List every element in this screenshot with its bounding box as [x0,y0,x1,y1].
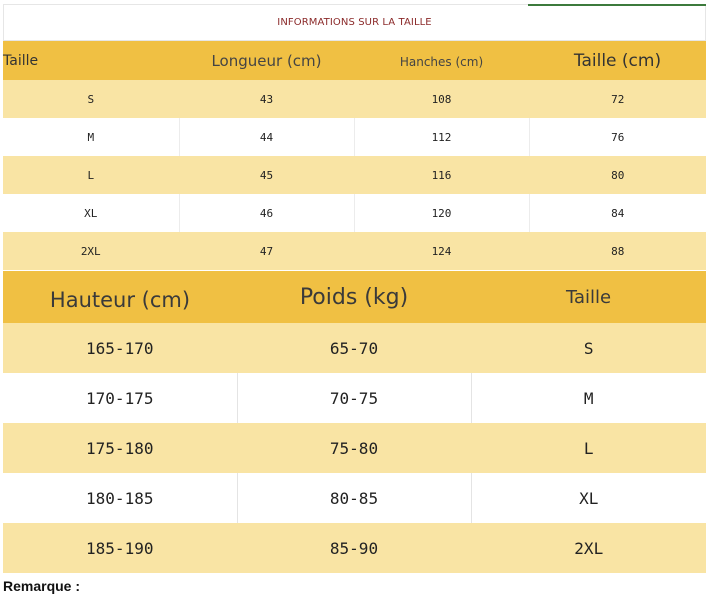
header-hauteur: Hauteur (cm) [49,288,191,312]
table-row [3,373,706,423]
table-row [3,323,706,373]
cell-waist: 84 [529,194,706,232]
cell-height: 185-190 [3,523,237,573]
cell-waist: 76 [529,118,706,156]
cell-length: 43 [179,80,354,118]
table-row [3,423,706,473]
cell-weight: 75-80 [237,423,471,473]
header-hanches: Hanches (cm) [399,55,484,69]
cell-height: 165-170 [3,323,237,373]
remark-label: Remarque : [3,578,81,594]
top-accent-line [528,4,706,6]
cell-length: 44 [179,118,354,156]
cell-size: 2XL [3,232,179,270]
size-info-title-bar [3,4,706,41]
body-measurement-table [3,271,706,573]
table-row [3,473,706,523]
cell-size: M [3,118,179,156]
cell-size: 2XL [471,523,706,573]
cell-hips: 112 [354,118,529,156]
cell-size: XL [471,473,706,523]
cell-weight: 85-90 [237,523,471,573]
header-taille-cm: Taille (cm) [573,50,662,71]
cell-length: 47 [179,232,354,270]
cell-weight: 70-75 [237,373,471,423]
cell-size: XL [3,194,179,232]
table-row [3,194,706,232]
header-taille: Taille [565,286,612,308]
cell-weight: 65-70 [237,323,471,373]
cell-waist: 72 [529,80,706,118]
table-row [3,232,706,270]
cell-size: S [3,80,179,118]
cell-length: 45 [179,156,354,194]
cell-waist: 88 [529,232,706,270]
cell-hips: 116 [354,156,529,194]
cell-size: L [471,423,706,473]
cell-hips: 108 [354,80,529,118]
cell-hips: 120 [354,194,529,232]
cell-length: 46 [179,194,354,232]
size-table [3,41,706,270]
table-row [3,156,706,194]
cell-height: 175-180 [3,423,237,473]
cell-size: M [471,373,706,423]
cell-height: 170-175 [3,373,237,423]
size-table-header [3,41,706,80]
cell-size: S [471,323,706,373]
header-taille: Taille [3,52,39,69]
table-row [3,118,706,156]
cell-height: 180-185 [3,473,237,523]
cell-weight: 80-85 [237,473,471,523]
table-row [3,80,706,118]
page-title: INFORMATIONS SUR LA TAILLE [277,17,432,28]
body-table-header [3,271,706,323]
table-row [3,523,706,573]
cell-waist: 80 [529,156,706,194]
header-poids: Poids (kg) [299,284,409,310]
header-longueur: Longueur (cm) [211,51,322,70]
cell-size: L [3,156,179,194]
cell-hips: 124 [354,232,529,270]
